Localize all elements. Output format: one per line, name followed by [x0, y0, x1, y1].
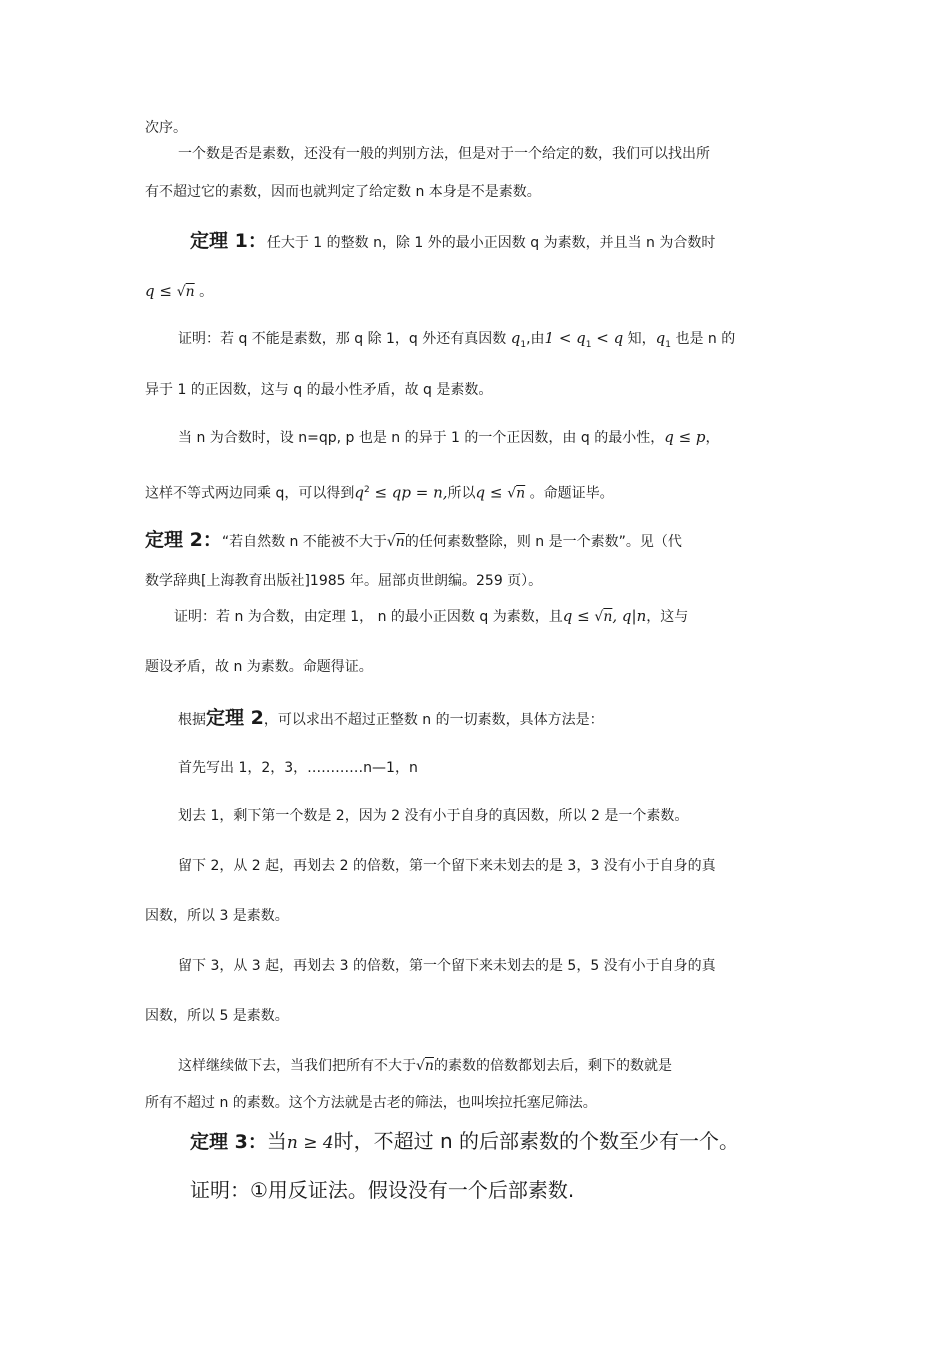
theorem-2-reference: 数学辞典[上海教育出版社]1985 年。屈部贞世朗编。259 页）。	[145, 573, 543, 589]
theorem-2-heading: 定理 2：	[145, 529, 222, 551]
sieve-step-1: 首先写出 1，2，3，…………n—1，n	[178, 760, 418, 776]
proof-1-line-3: 当 n 为合数时，设 n=qp, p 也是 n 的异于 1 的一个正因数，由 q 的最小性，q ≤ p，	[178, 428, 720, 446]
sieve-step-4a: 留下 3，从 3 起，再划去 3 的倍数，第一个留下来未划去的是 5，5 没有小于自身的真	[178, 958, 716, 974]
theorem-3-heading: 定理 3：	[190, 1131, 267, 1153]
proof-1-line-2: 异于 1 的正因数，这与 q 的最小性矛盾，故 q 是素数。	[145, 382, 493, 398]
sieve-conclusion-2: 所有不超过 n 的素数。这个方法就是古老的筛法，也叫埃拉托塞尼筛法。	[145, 1095, 597, 1111]
sieve-step-3b: 因数，所以 3 是素数。	[145, 908, 289, 924]
sieve-step-4b: 因数，所以 5 是素数。	[145, 1008, 289, 1024]
theorem-3-statement: 定理 3：当n ≥ 4时，不超过 n 的后部素数的个数至少有一个。	[190, 1129, 740, 1153]
theorem-3-proof-start: 证明：①用反证法。假设没有一个后部素数.	[190, 1178, 575, 1202]
sieve-intro: 根据定理 2，可以求出不超过正整数 n 的一切素数，具体方法是：	[178, 707, 604, 729]
theorem-1-heading: 定理 1：	[190, 230, 267, 252]
proof-1-line-4: 这样不等式两边同乘 q，可以得到$q^2$ ≤ qp = n,所以q ≤ √n 。命题证毕。	[145, 483, 614, 502]
theorem-1-statement: 定理 1：任大于 1 的整数 n，除 1 外的最小正因数 q 为素数，并且当 n 为合数时	[190, 230, 716, 252]
sieve-step-2: 划去 1，剩下第一个数是 2，因为 2 没有小于自身的真因数，所以 2 是一个素数。	[178, 808, 689, 824]
sieve-conclusion-1: 这样继续做下去，当我们把所有不大于√n的素数的倍数都划去后，剩下的数就是	[178, 1058, 672, 1074]
text-line-intro-1: 一个数是否是素数，还没有一般的判别方法，但是对于一个给定的数，我们可以找出所	[178, 146, 710, 162]
proof-2-line-1: 证明：若 n 为合数，由定理 1， n 的最小正因数 q 为素数，且q ≤ √n, q|n，这与	[174, 607, 689, 625]
theorem-2-statement: 定理 2：“若自然数 n 不能被不大于√n的任何素数整除，则 n 是一个素数”。见（代	[145, 529, 682, 551]
theorem-2-ref: 定理 2	[206, 707, 264, 729]
theorem-1-formula: q ≤ √n 。	[145, 282, 214, 300]
text-line-intro-2: 有不超过它的素数，因而也就判定了给定数 n 本身是不是素数。	[145, 184, 541, 200]
proof-1-line-1: 证明：若 q 不能是素数，那 q 除 1，q 外还有真因数 $q_1$,由$1 < q_1 < q$ 知，$q_1$ 也是 n 的	[178, 329, 736, 350]
proof-2-line-2: 题设矛盾，故 n 为素数。命题得证。	[145, 659, 373, 675]
sieve-step-3a: 留下 2，从 2 起，再划去 2 的倍数，第一个留下来未划去的是 3，3 没有小于自身的真	[178, 858, 716, 874]
text-line-order: 次序。	[145, 120, 187, 136]
